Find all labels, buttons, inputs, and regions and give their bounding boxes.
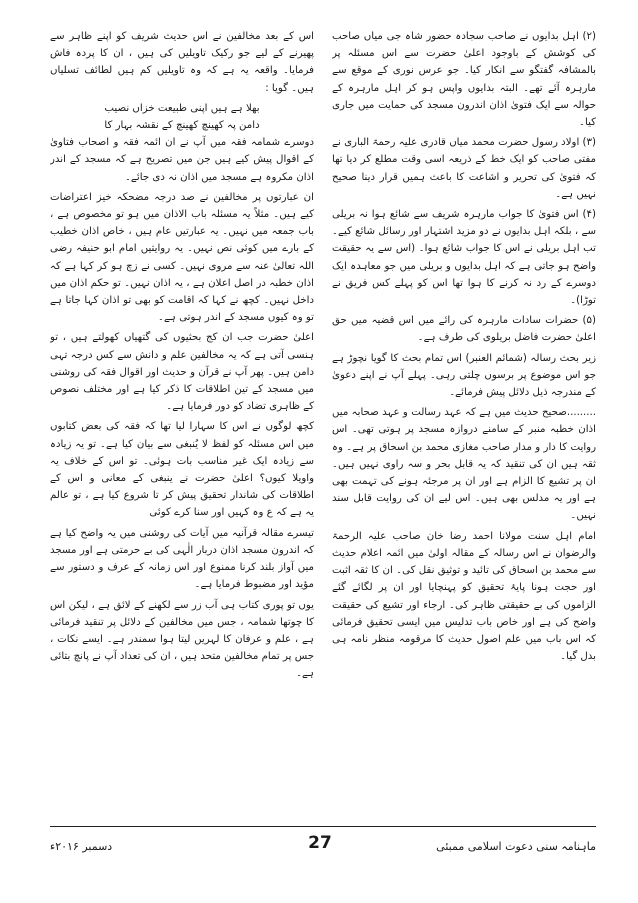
paragraph: امام اہل سنت مولانا احمد رضا خان صاحب علیہ الرحمۃ والرضوان نے اس رسالہ کے مقالہ اولیٰ میں ائمہ اعلام حدیث سے محمد بن اسحاق کی تائید و توثیق نقل کی۔ ان کا ثقہ اثبت اور حجت ہونا پایۂ تحقیق کو پہنچایا اور ان پر لگائے گئے الزاموں کی بے حقیقتی ظاہر کی۔ ارجاء اور تشیع کی حقیقت واضح کی ہے اور خاص باب تدلیس میں ایسی تحقیق فرمائی کہ اس باب میں علم اصول حدیث کا مرقومہ منظر نامہ ہی بدل گیا۔ (332, 530, 596, 663)
paragraph: دوسرے شمامہ فقہ میں آپ نے ان ائمہ فقہ و اصحاب فتاویٰ کے اقوال پیش کیے ہیں جن میں تصریح ہے کہ مسجد کے اندر اذان مکروہ ہے مسجد میں اذان نہ دی جائے۔ (50, 137, 314, 183)
paragraph: (۳) اولاد رسول حضرت محمد میاں قادری علیہ رحمۃ الباری نے مفتی صاحب کو ایک خط کے ذریعہ اسی وقت مطلع کر دیا تھا کہ فتویٰ کی تحریر و اشاعت کا باعث ہمیں قرار دینا صحیح نہیں ہے۔ (332, 137, 596, 200)
poem-line: بھلا ہے ہیں اپنی طبیعت خزاں نصیب (104, 102, 260, 114)
footer-date: دسمبر ۲۰۱۶ء (50, 840, 113, 853)
paragraph: تیسرے مقالہ قرآنیہ میں آیات کی روشنی میں یہ واضح کیا ہے کہ اندرون مسجد اذان دربار الٰہی کی بے حرمتی ہے اور مسجد میں آواز بلند کرنا ممنوع اور اس زمانہ کے عرف و دستور سے مؤید اور مضبوط فرمایا ہے۔ (50, 527, 314, 591)
paragraph: .........صحیح حدیث میں ہے کہ عہد رسالت و عہد صحابہ میں اذان خطبہ منبر کے سامنے دروازہ مسجد پر ہوتی تھی۔ اس روایت کا دار و مدار صاحب مغازی محمد بن اسحاق پر ہے۔ وہ ثقہ ہیں ان کی تنقید کہ یہ قابل بحر و سہ راوی نہیں ہیں۔ ان پر تشیع کا الزام ہے اور ان پر مرجئہ ہونے کی تہمت بھی ہے اور یہ مدلس بھی ہیں۔ اس لیے ان کی روایت قابل سند نہیں۔ (332, 407, 596, 522)
paragraph: زیر بحث رسالہ (شمائم العنبر) اس تمام بحث کا گویا نچوڑ ہے جو اس موضوع پر برسوں چلتی رہی۔ پہلے آپ نے اپنے دعویٰ کے مندرجہ ذیل دلائل پیش فرمائے۔ (332, 352, 596, 399)
paragraph: اعلیٰ حضرت جب ان کج بحثیوں کی گتھیاں کھولتے ہیں ، تو ہنسی آتی ہے کہ یہ مخالفین علم و دانش سے کس درجہ تہی دامن ہیں۔ پھر آپ نے قرآن و حدیث اور اقوال فقہ کی روشنی میں مسجد کے تین اطلاقات کا ذکر کیا ہے اور مختلف نصوص کے ظاہری تضاد کو دور فرمایا ہے۔ (50, 332, 314, 413)
paragraph: اس کے بعد مخالفین نے اس حدیث شریف کو اپنے ظاہر سے پھیرنے کے لیے جو رکیک تاویلیں کی ہیں ، ان کا پردہ فاش فرمایا۔ واقعہ یہ ہے کہ وہ تاویلیں کم ہیں لطائف تسلیاں ہیں۔ گویا : (50, 31, 314, 94)
left-column (50, 28, 314, 823)
paragraph: (۴) اس فتویٰ کا جواب مارہرہ شریف سے شائع ہوا نہ بریلی سے ، بلکہ اہل بدایوں نے دو مزید اشتہار اور رسائل شائع کیے۔ تب اہل بریلی نے اس کا جواب شائع ہوا۔ (اس سے یہ حقیقت واضح ہو جاتی ہے کہ اہل بدایوں و بریلی میں جو معاہدہ ایک دوسرے کے رد نہ کرنے کا ہوا تھا اس کو پہلے کس فریق نے توڑا)۔ (332, 209, 596, 307)
paragraph: کچھ لوگوں نے اس کا سہارا لیا تھا کہ فقہ کی بعض کتابوں میں اس مسئلہ کو لفظ لا یُنبغی سے بیان کیا ہے۔ تو یہ زیادہ سے زیادہ ایک غیر مناسب بات ہوئی۔ تو اس کے خلاف یہ واویلا کیوں؟ اعلیٰ حضرت نے ینبغی کے معانی و اس کے اطلاقات کی شاندار تحقیق پیش کر تا شروع کیا ہے ، تو عالم یہ ہے کہ ع وہ کہیں اور سنا کرے کوئی (50, 421, 314, 519)
paragraph: ان عبارتوں پر مخالفین نے صد درجہ مضحکہ خیز اعتراضات کیے ہیں۔ مثلاً یہ مسئلہ باب الاذان میں ہو تو مخصوص ہے ، باب جمعہ میں نہیں۔ یہ عبارتیں عام ہیں ، خاص اذان خطیب کے بارے میں کوئی نص نہیں۔ یہ روایتیں امام ابو حنیفہ رضی اللہ تعالیٰ عنہ سے مروی نہیں۔ کسی نے زچ ہو کر کہا ہے کہ اذان خطبہ در اصل اعلان ہے ، یہ اذان نہیں۔ تو حکم اذان میں داخل نہیں۔ کچھ نے کہا کہ اقامت کو بھی تو اذان کہا جاتا ہے تو وہ کیوں مسجد کے اندر ہوتی ہے۔ (50, 191, 314, 324)
page-number: 27 (308, 833, 332, 853)
paragraph: یوں تو پوری کتاب ہی آب زر سے لکھنے کے لائق ہے ، لیکن اس کا چوتھا شمامہ ، جس میں مخالفین کے دلائل پر تنقید فرمائی ہے ، علم و عرفان کا لہریں لیتا ہوا سمندر ہے۔ ایسے نکات ، جس پر تمام مخالفین متحد ہیں ، ان کی تعداد آپ نے پانچ بتائی ہے۔ (50, 599, 314, 680)
paragraph: (۵) حضرات سادات مارہرہ کی رائے میں اس قضیہ میں حق اعلیٰ حضرت فاضل بریلوی کی طرف ہے۔ (332, 315, 596, 344)
footer-magazine-name: ماہنامہ سنی دعوت اسلامی ممبئی (436, 840, 596, 853)
poem-line: دامن پہ کھینچ کھینچ کے نقشہ بہار کا (104, 120, 260, 132)
right-column (332, 28, 596, 823)
footer-rule (50, 826, 596, 827)
paragraph: (۲) اہل بدایوں نے صاحب سجادہ حضور شاہ جی میاں صاحب کی کوشش کے باوجود اعلیٰ حضرت سے اس مسئلہ پر بالمشافہ گفتگو سے انکار کیا۔ جو عرس نوری کے موقع سے مارہرہ آئے تھے۔ البتہ بدایوں واپس ہو کر اہل مارہرہ کے حوالہ سے ایک فتویٰ اذان اندرون مسجد کی حمایت میں جاری کیا۔ (332, 31, 596, 129)
